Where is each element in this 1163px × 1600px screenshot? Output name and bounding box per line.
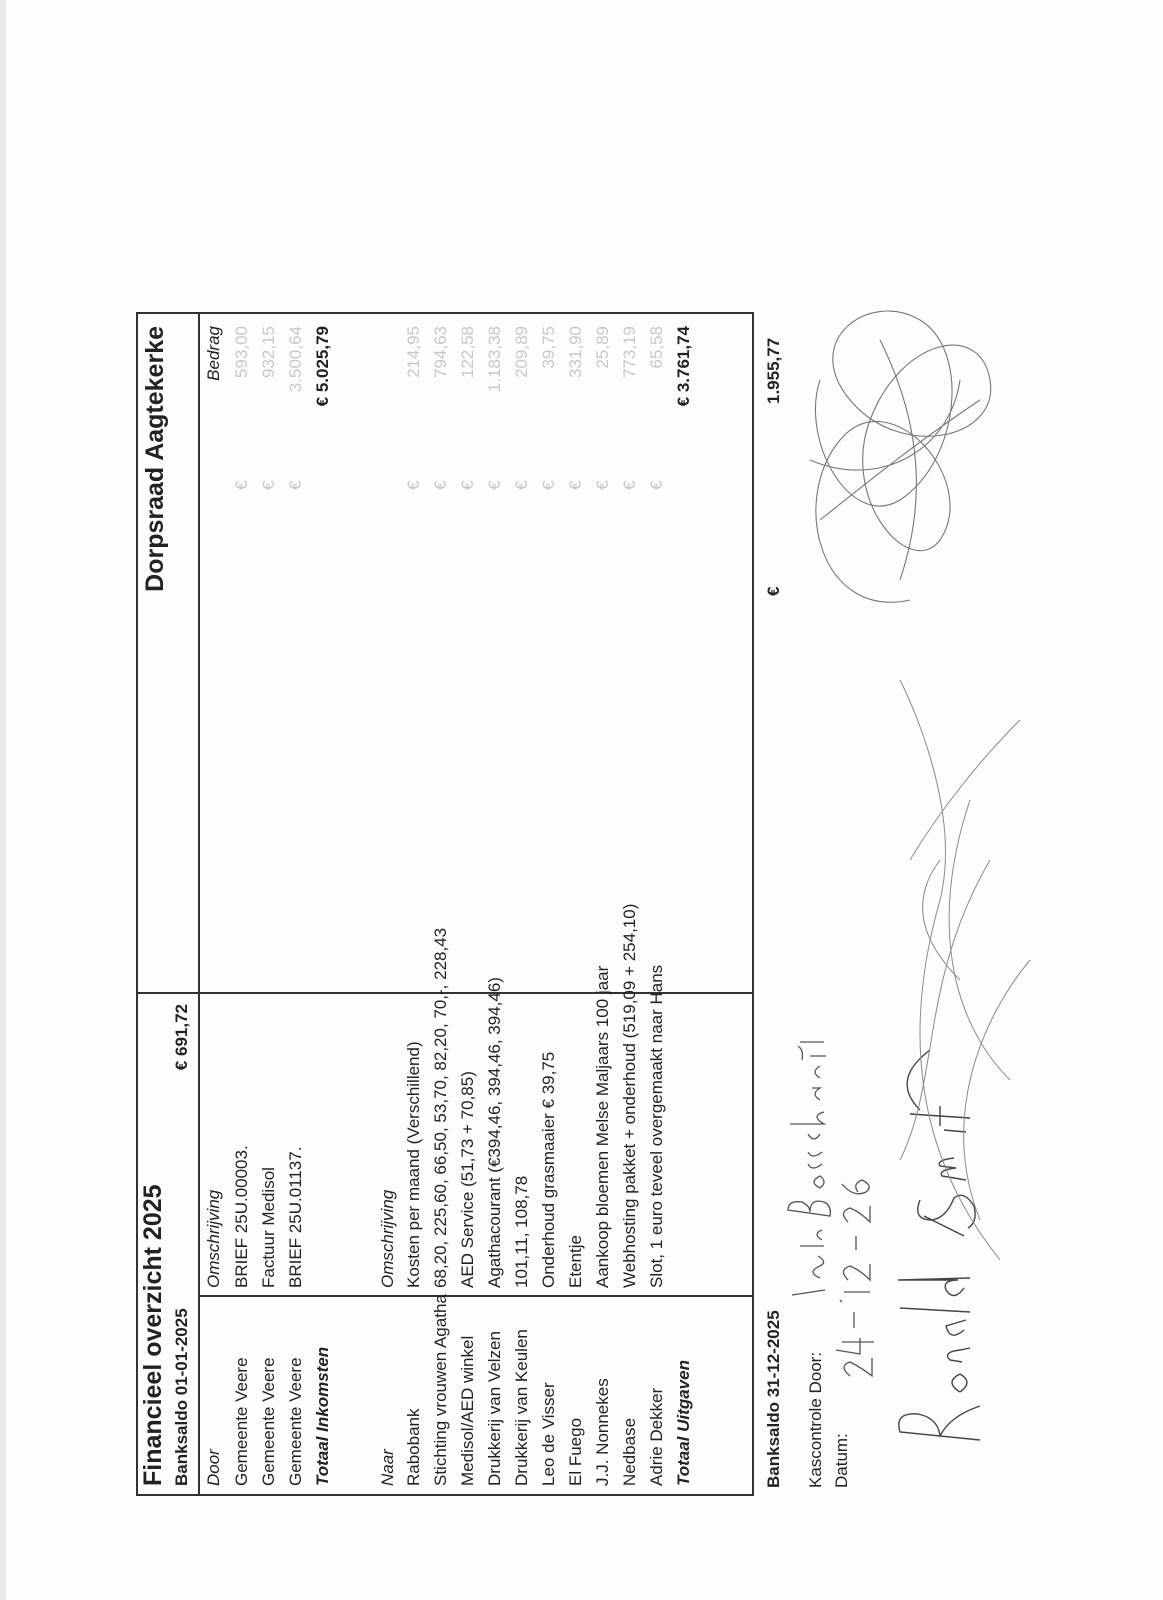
- expense-description: Etentje: [566, 1235, 585, 1288]
- expense-amount: 794,63: [431, 326, 450, 378]
- col-header-description: Omschrijving: [204, 1189, 223, 1288]
- expense-description: Aankoop bloemen Melse Maljaars 100 jaar: [593, 965, 612, 1288]
- expense-currency: €: [566, 480, 585, 490]
- expense-to: Leo de Visser: [539, 1382, 558, 1486]
- expense-description: Webhosting pakket + onderhoud (519,09 + 254,10): [620, 903, 639, 1288]
- header-divider: [198, 314, 200, 1494]
- expense-currency: €: [647, 480, 666, 490]
- opening-balance-label: Banksaldo 01-01-2025: [172, 1308, 191, 1486]
- income-from: Gemeente Veere: [259, 1357, 278, 1486]
- col-header-to: Naar: [378, 1449, 397, 1486]
- income-from: Gemeente Veere: [286, 1357, 305, 1486]
- closing-balance-label: Banksaldo 31-12-2025: [764, 1310, 783, 1488]
- expense-currency: €: [593, 480, 612, 490]
- expense-to: Adrie Dekker: [647, 1387, 666, 1486]
- handwritten-date: [830, 1080, 880, 1380]
- expense-description: Kosten per maand (Verschillend): [404, 1041, 423, 1288]
- financial-table: [136, 312, 754, 1496]
- col-header-from: Door: [204, 1449, 223, 1486]
- expense-description: Onderhoud grasmaaier € 39,75: [539, 1051, 558, 1288]
- expense-amount: 773,19: [620, 326, 639, 378]
- expense-amount: 214,95: [404, 326, 423, 378]
- total-expenses-amount: € 3.761,74: [674, 326, 693, 407]
- income-amount: 3.500,64: [286, 326, 305, 393]
- expense-currency: €: [539, 480, 558, 490]
- expense-to: Drukkerij van Keulen: [512, 1329, 531, 1486]
- income-amount: 932,15: [259, 326, 278, 378]
- expense-currency: €: [458, 480, 477, 490]
- expense-to: Stichting vrouwen Agatha: [431, 1294, 450, 1486]
- expense-amount: 39,75: [539, 326, 558, 369]
- expense-currency: €: [512, 480, 531, 490]
- organization-name: Dorpsraad Aagtekerke: [141, 326, 169, 592]
- expense-currency: €: [485, 480, 504, 490]
- expense-to: Drukkerij van Velzen: [485, 1331, 504, 1486]
- income-description: Factuur Medisol: [259, 1167, 278, 1288]
- expense-amount: 331,90: [566, 326, 585, 378]
- income-amount: 593,00: [232, 326, 251, 378]
- expense-to: Medisol/AED winkel: [458, 1335, 477, 1486]
- expense-amount: 25,89: [593, 326, 612, 369]
- expense-currency: €: [431, 480, 450, 490]
- closing-balance-currency: €: [764, 586, 783, 596]
- income-currency: €: [232, 480, 251, 490]
- closing-balance-amount: 1.955,77: [764, 337, 783, 404]
- expense-to: El Fuego: [566, 1417, 585, 1486]
- expense-amount: 122,58: [458, 326, 477, 378]
- page-title: Financieel overzicht 2025: [139, 1184, 167, 1486]
- expense-description: 68,20, 225,60, 66,50, 53,70, 82,20, 70,-, 228,43: [431, 927, 450, 1288]
- signature-scribble: [880, 660, 1040, 1280]
- expense-to: Rabobank: [404, 1408, 423, 1486]
- audit-date-label: Datum:: [832, 1433, 851, 1488]
- expense-currency: €: [404, 480, 423, 490]
- col-divider-from: [198, 1295, 752, 1297]
- total-expenses-label: Totaal Uitgaven: [674, 1360, 693, 1486]
- expense-currency: €: [620, 480, 639, 490]
- col-header-amount: Bedrag: [204, 326, 223, 381]
- signature-loops: [780, 280, 1010, 640]
- expense-amount: 65,58: [647, 326, 666, 369]
- income-description: BRIEF 25U.00003.: [232, 1145, 251, 1288]
- expense-to: J.J. Nonnekes: [593, 1378, 612, 1486]
- income-currency: €: [259, 480, 278, 490]
- income-description: BRIEF 25U.01137.: [286, 1146, 305, 1288]
- expense-description: 101,11, 108,78: [512, 1175, 531, 1288]
- expense-description: Agathacourant (€394,46, 394,46, 394,46): [485, 977, 504, 1288]
- opening-balance-amount: € 691,72: [172, 1004, 191, 1071]
- audit-checked-by-label: Kascontrole Door:: [806, 1351, 825, 1488]
- total-income-amount: € 5.025,79: [313, 326, 332, 407]
- income-from: Gemeente Veere: [232, 1357, 251, 1486]
- expense-description: AED Service (51,73 + 70,85): [458, 1071, 477, 1288]
- income-currency: €: [286, 480, 305, 490]
- total-income-label: Totaal Inkomsten: [313, 1346, 332, 1486]
- expense-description: Slot, 1 euro teveel overgemaakt naar Hans: [647, 964, 666, 1288]
- expense-amount: 209,89: [512, 326, 531, 378]
- col-header-description: Omschrijving: [378, 1189, 397, 1288]
- expense-to: Nedbase: [620, 1417, 639, 1486]
- expense-amount: 1.183,38: [485, 326, 504, 393]
